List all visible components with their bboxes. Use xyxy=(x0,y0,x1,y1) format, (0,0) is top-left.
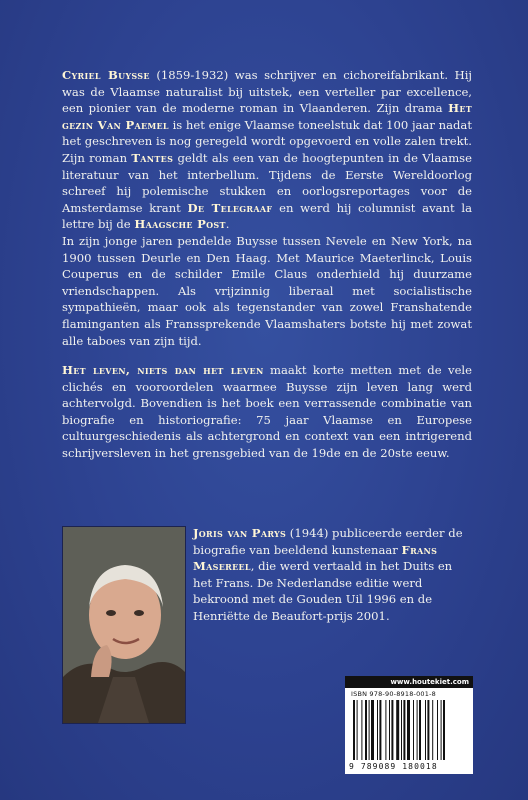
magazine-title: Haagsche Post xyxy=(134,217,226,232)
book-title: Het leven, niets dan het leven xyxy=(62,363,264,377)
publisher-website: www.houtekiet.com xyxy=(345,676,473,688)
drama-title: Het gezin Van Paemel xyxy=(62,101,472,132)
isbn-text: ISBN 978-90-8918-001-8 xyxy=(351,690,436,698)
subject-name: Cyriel Buysse xyxy=(62,68,150,82)
biography-paragraph-2: In zijn jonge jaren pendelde Buysse tussen Nevele en New York, na 1900 tussen Deurle en Den Haag. Met Maurice Maeterlinck, Louis Couperus en de schilder Emile Claus onderhield hij duurzame vriendschappen. Als vrijzinnig liberaal met socialistische sympathieën, maar ook als tegenstander van zowel Franshatende flaminganten als Franssprekende Vlaamshaters botste hij met zowat alle taboes van zijn tijd. xyxy=(62,233,472,348)
author-name: Joris van Parys xyxy=(193,526,287,540)
barcode-label xyxy=(345,676,473,774)
barcode-digits: 9 789089 180018 xyxy=(349,762,438,771)
artist-name: Frans Masereel xyxy=(193,542,438,574)
author-portrait-icon xyxy=(63,527,185,723)
newspaper-title: De Telegraaf xyxy=(187,200,273,215)
novel-title: Tantes xyxy=(131,150,174,165)
author-biography: Cyriel Buysse (1859-1932) was schrijver en cichoreifabrikant. Hij was de Vlaamse naturalist bij uitstek, een verteller par excellence, een pionier van de moderne roman in Vlaanderen. Zijn drama Het gezin Van Paemel is het enige Vlaamse toneelstuk dat 100 jaar nadat het geschreven is nog geregeld wordt opgevoerd en volle zalen trekt. Zijn roman Tantes geldt als een van de hoogtepunten in de Vlaamse literatuur van het interbellum. Tijdens de Eerste Wereldoorlog schreef hij polemische stukken en oorlogsreportages voor de Amsterdamse krant De Telegraaf en werd hij columnist avant la lettre bij de Haagsche Post. In zijn jonge jaren pendelde Buysse tussen Nevele en New York, na 1900 tussen Deurle en Den Haag. Met Maurice Maeterlinck, Louis Couperus en de schilder Emile Claus onderhield hij duurzame vriendschappen. Als vrijzinnig liberaal met socialistische sympathieën, maar ook als tegenstander van zowel Franshatende flaminganten als Franssprekende Vlaamshaters botste hij met zowat alle taboes van zijn tijd. xyxy=(62,68,473,348)
book-blurb: Het leven, niets dan het leven maakt korte metten met de vele clichés en vooroordelen waarmee Buysse zijn leven lang werd achtervolgd. Bovendien is het boek een verrassende combinatie van biografie en historiografie: 75 jaar Vlaamse en Europese cultuurgeschiedenis als achtergrond en context van een intrigerend schrijversleven in het grensgebied van de 19de en de 20ste eeuw. xyxy=(62,363,472,460)
author-note: Joris van Parys (1944) publiceerde eerder de biografie van beeldend kunstenaar Frans Masereel, die werd vertaald in het Duits en het Frans. De Nederlandse editie werd bekroond met de Gouden Uil 1996 en de Henriëtte de Beaufort-prijs 2001. xyxy=(193,526,463,623)
author-photo xyxy=(62,526,186,724)
barcode-icon xyxy=(353,700,465,760)
